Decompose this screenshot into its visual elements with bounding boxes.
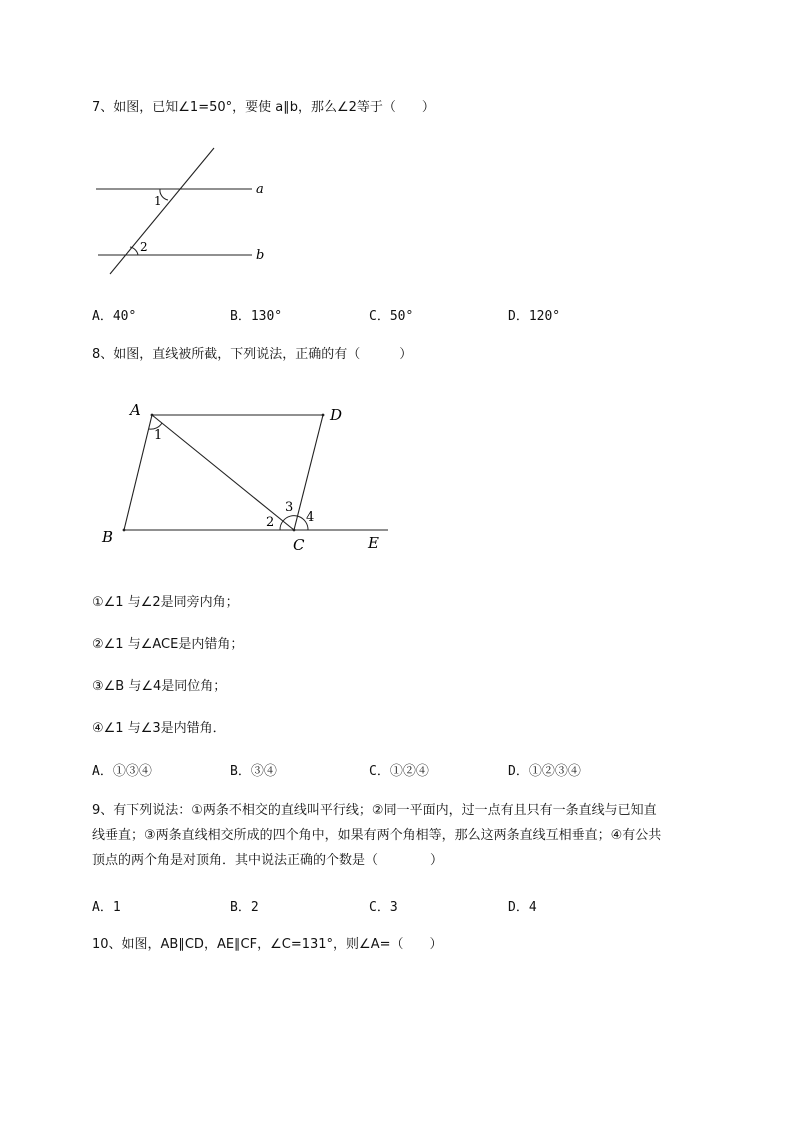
- q7-figure: [90, 140, 280, 280]
- q8-label-1: 1: [154, 428, 163, 443]
- q8-statement-2: ②∠1 与∠ACE是内错角；: [92, 637, 244, 652]
- q8-statement-1: ①∠1 与∠2是同旁内角；: [92, 595, 239, 610]
- q8-label-e: E: [368, 534, 379, 552]
- q8-label-d: D: [330, 406, 343, 424]
- q8-statement-4: ④∠1 与∠3是内错角．: [92, 721, 226, 736]
- q8-option-b[interactable]: B．③④: [230, 764, 277, 779]
- q9-option-a[interactable]: A．1: [92, 900, 121, 915]
- q8-segment-ab: [124, 415, 152, 530]
- q8-option-d[interactable]: D．①②③④: [508, 764, 581, 779]
- q7-label-b: b: [256, 248, 265, 263]
- q8-label-4: 4: [306, 510, 315, 525]
- q9-stem-line-3: 顶点的两个角是对顶角．其中说法正确的个数是（ ）: [92, 853, 444, 868]
- q8-option-c[interactable]: C．①②④: [369, 764, 429, 779]
- q8-figure: [96, 398, 396, 558]
- q8-point-c: [293, 529, 296, 532]
- q8-segment-ac: [152, 415, 294, 530]
- q7-option-c[interactable]: C．50°: [369, 309, 414, 324]
- q7-label-1: 1: [154, 194, 162, 208]
- q8-option-a[interactable]: A．①③④: [92, 764, 152, 779]
- q9-stem-line-1: 9、有下列说法：①两条不相交的直线叫平行线；②同一平面内，过一点有且只有一条直线与已知直: [92, 803, 657, 818]
- q8-statement-3: ③∠B 与∠4是同位角；: [92, 679, 227, 694]
- q8-label-2: 2: [266, 515, 275, 530]
- q8-label-c: C: [293, 536, 305, 554]
- q7-stem: 7、如图，已知∠1=50°，要使 a∥b，那么∠2等于（ ）: [92, 100, 435, 115]
- q8-stem: 8、如图，直线被所截，下列说法，正确的有（ ）: [92, 347, 413, 362]
- q7-label-a: a: [256, 182, 264, 197]
- q8-label-a: A: [130, 401, 141, 419]
- q8-angle2-arc: [280, 521, 283, 530]
- q9-option-b[interactable]: B．2: [230, 900, 259, 915]
- q8-point-b: [123, 529, 126, 532]
- q9-stem-line-2: 线垂直；③两条直线相交所成的四个角中，如果有两个角相等，那么这两条直线互相垂直；④有公共: [92, 828, 662, 843]
- q7-option-d[interactable]: D．120°: [508, 309, 561, 324]
- q8-point-d: [322, 414, 325, 417]
- q9-option-c[interactable]: C．3: [369, 900, 398, 915]
- q7-option-b[interactable]: B．130°: [230, 309, 283, 324]
- q7-option-a[interactable]: A．40°: [92, 309, 137, 324]
- q7-label-2: 2: [140, 240, 148, 254]
- q9-option-d[interactable]: D．4: [508, 900, 537, 915]
- q8-label-3: 3: [285, 500, 294, 515]
- q8-point-a: [151, 414, 154, 417]
- q8-label-b: B: [102, 528, 114, 546]
- q10-stem: 10、如图，AB∥CD，AE∥CF，∠C=131°，则∠A=（ ）: [92, 937, 443, 952]
